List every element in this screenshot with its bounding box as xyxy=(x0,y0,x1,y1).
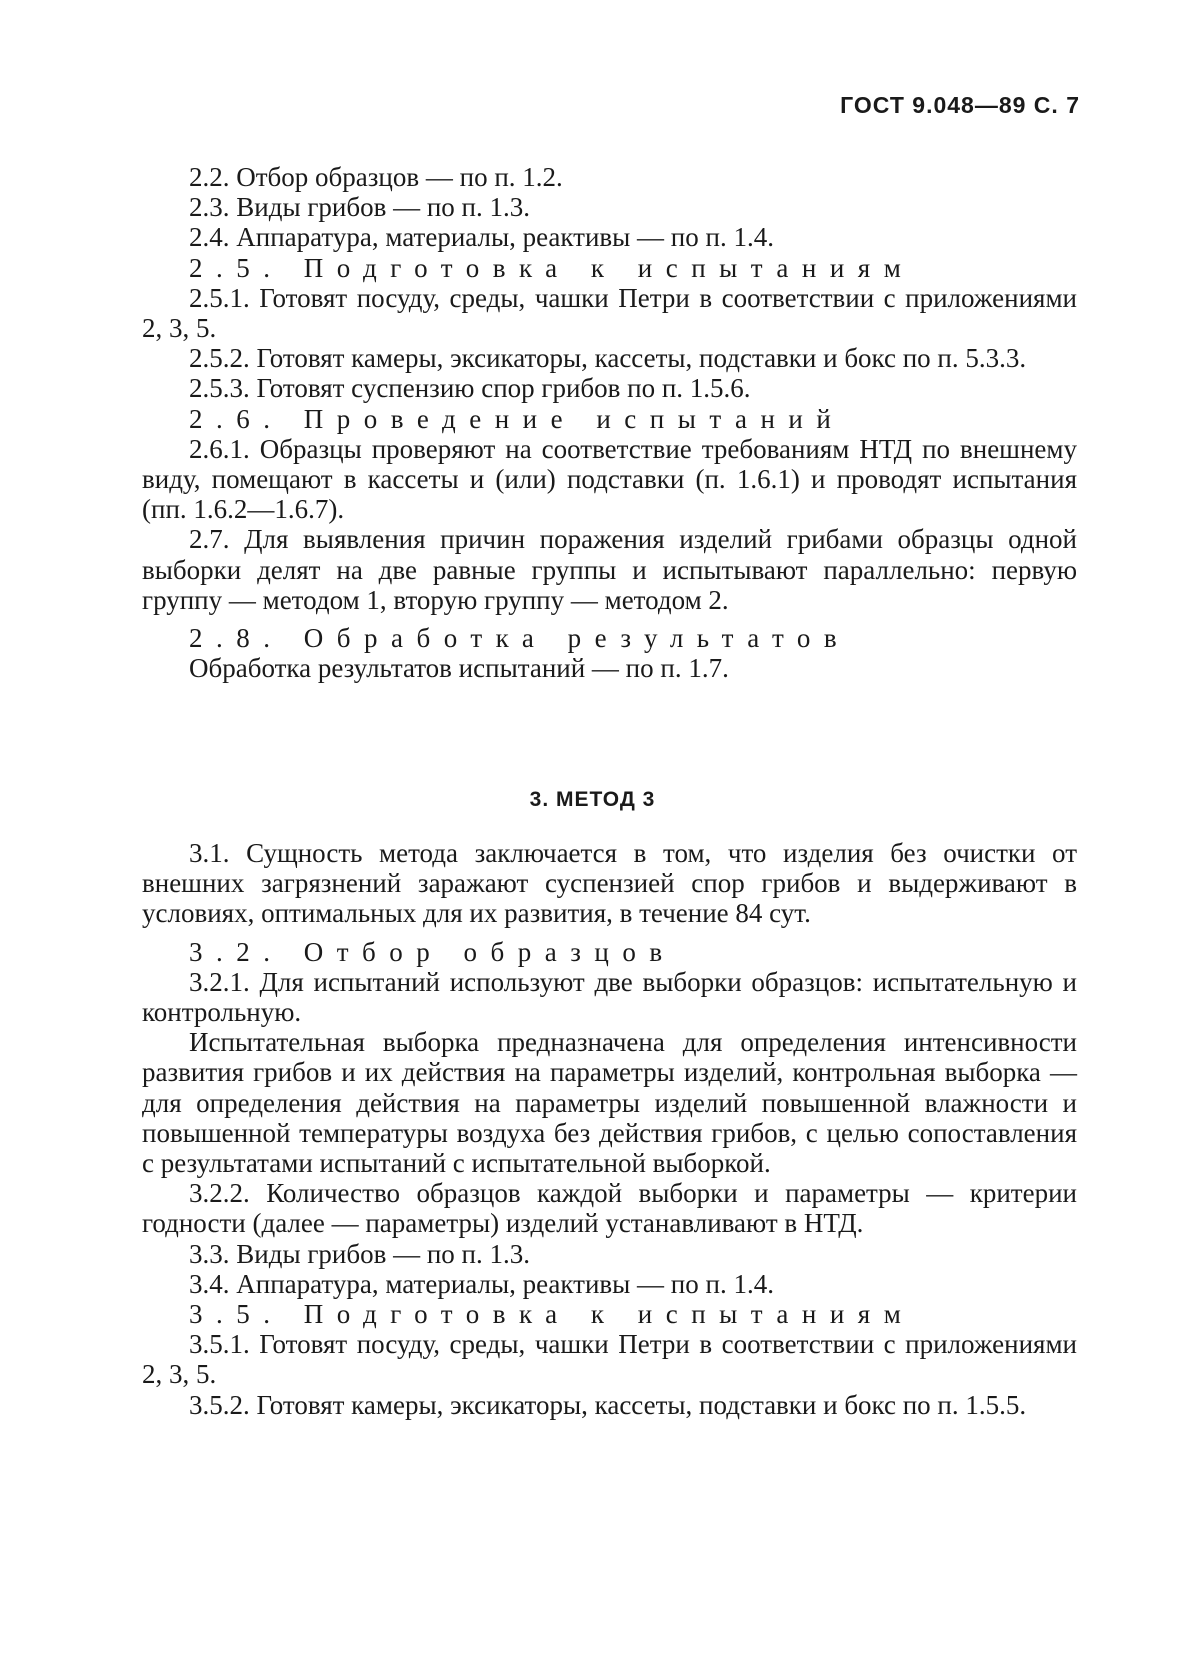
spacer xyxy=(142,929,1077,937)
paragraph-3-4: 3.4. Аппаратура, материалы, реактивы — по п. 1.4. xyxy=(189,1268,774,1299)
paragraph-2-6-1: 2.6.1. Образцы проверяют на соответствие требованиям НТД по внешнему виду, помещают в кассеты и (или) подставки (п. 1.6.1) и проводят испытания (пп. 1.6.2—1.6.7). xyxy=(142,433,1077,525)
spacer xyxy=(142,615,1077,623)
paragraph-2-4: 2.4. Аппаратура, материалы, реактивы — по п. 1.4. xyxy=(189,222,774,253)
paragraph-3-3: 3.3. Виды грибов — по п. 1.3. xyxy=(189,1238,530,1269)
paragraph-2-5-3: 2.5.3. Готовят суспензию спор грибов по п. 1.5.6. xyxy=(189,373,751,404)
subheading-3-5: 3.5. Подготовка к испытаниям xyxy=(189,1299,915,1330)
subheading-2-8: 2.8. Обработка результатов xyxy=(189,623,851,654)
paragraph-3-2-2: 3.2.2. Количество образцов каждой выборки и параметры — критерии годности (далее — параметры) изделий устанавливают в НТД. xyxy=(142,1178,1077,1239)
paragraph-3-5-1: 3.5.1. Готовят посуду, среды, чашки Петри в соответствии с приложениями 2, 3, 5. xyxy=(142,1329,1077,1390)
paragraph-2-5-1: 2.5.1. Готовят посуду, среды, чашки Петри в соответствии с приложениями 2, 3, 5. xyxy=(142,282,1077,344)
paragraph-3-2-1: 3.2.1. Для испытаний используют две выборки образцов: испытательную и контрольную. xyxy=(142,966,1077,1028)
paragraph-2-3: 2.3. Виды грибов — по п. 1.3. xyxy=(189,192,530,223)
page-header: ГОСТ 9.048—89 С. 7 xyxy=(840,92,1080,118)
paragraph-2-7: 2.7. Для выявления причин поражения изделий грибами образцы одной выборки делят на две равные группы и испытывают параллельно: первую группу — методом 1, вторую группу — методом 2. xyxy=(142,524,1077,615)
subheading-3-2: 3.2. Отбор образцов xyxy=(189,936,676,967)
section-3-title: 3. МЕТОД 3 xyxy=(529,788,656,811)
paragraph-2-8: Обработка результатов испытаний — по п. 1.7. xyxy=(189,653,729,684)
section-2-body xyxy=(142,162,1077,683)
paragraph-3-2-1-continued: Испытательная выборка предназначена для определения интенсивности развития грибов и их действия на параметры изделий, контрольная выборка — для определения действия на параметры изделий повышенной влажности и повышенной температуры воздуха без действия грибов, с целью сопоставления с результатами испытаний с испытательной выборкой. xyxy=(142,1027,1077,1179)
section-3-body xyxy=(142,838,1077,1420)
paragraph-3-1: 3.1. Сущность метода заключается в том, что изделия без очистки от внешних загрязнений заражают суспензией спор грибов и выдерживают в условиях, оптимальных для их развития, в течение 84 сут. xyxy=(142,838,1077,929)
subheading-2-6: 2.6. Проведение испытаний xyxy=(189,403,845,434)
paragraph-3-5-2: 3.5.2. Готовят камеры, эксикаторы, кассеты, подставки и бокс по п. 1.5.5. xyxy=(189,1389,1027,1420)
subheading-2-5: 2.5. Подготовка к испытаниям xyxy=(189,252,915,283)
paragraph-2-2: 2.2. Отбор образцов — по п. 1.2. xyxy=(189,162,563,192)
paragraph-2-5-2: 2.5.2. Готовят камеры, эксикаторы, кассеты, подставки и бокс по п. 5.3.3. xyxy=(189,343,1027,374)
